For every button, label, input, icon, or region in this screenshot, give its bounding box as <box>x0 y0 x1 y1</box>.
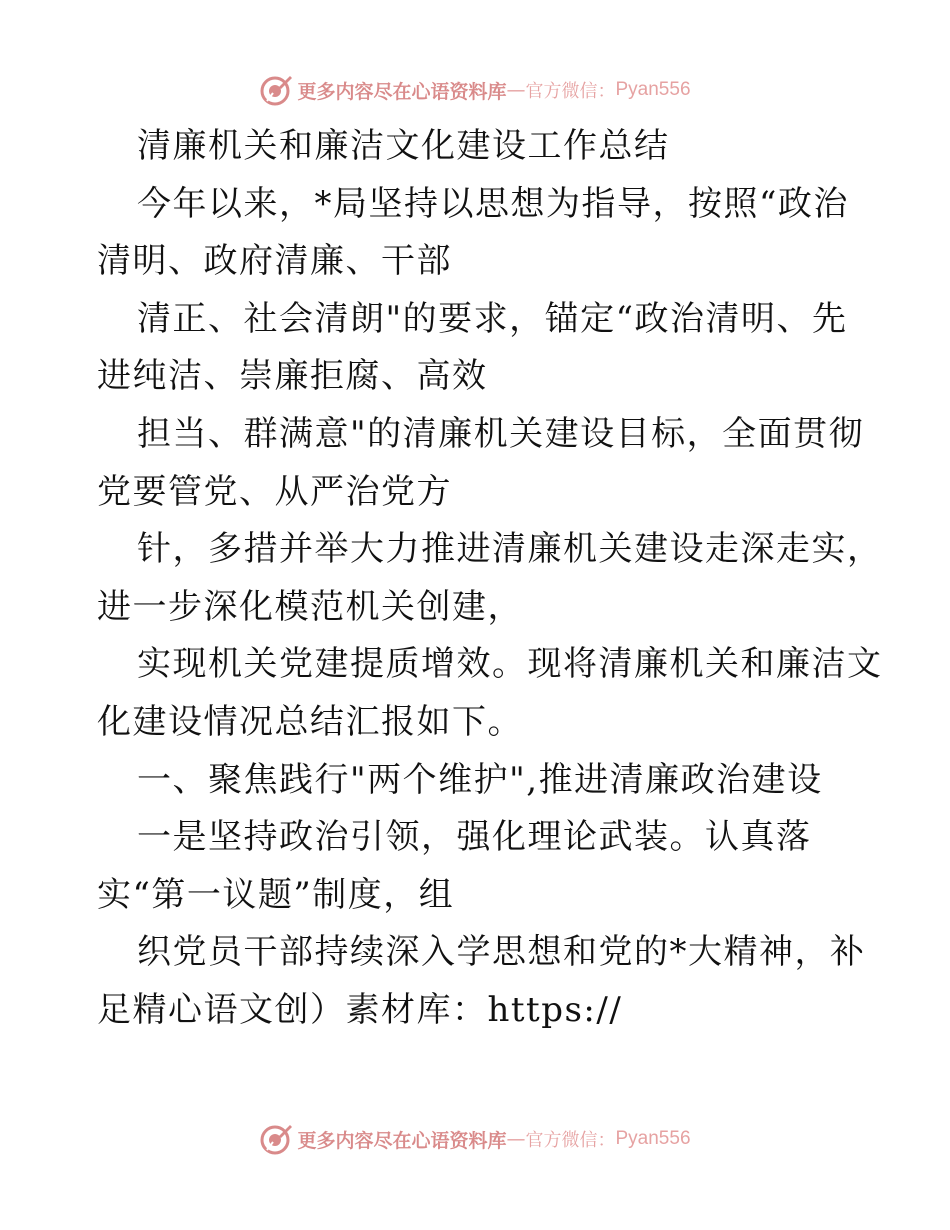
paragraph-line: 清正、社会清朗"的要求，锚定“政治清明、先 <box>137 298 848 339</box>
paragraph-line: 针，多措并举大力推进清廉机关建设走深走实， <box>137 529 883 570</box>
pen-logo-icon <box>259 1122 293 1156</box>
footer-banner <box>0 1121 950 1157</box>
paragraph-line: 化建设情况总结汇报如下。 <box>97 701 523 742</box>
pen-logo-icon <box>259 73 293 107</box>
paragraph-line: 今年以来，*局坚持以思想为指导，按照“政治 <box>137 183 849 224</box>
banner-wechat-id: Pyan556 <box>615 79 691 100</box>
paragraph-line: 实“第一议题”制度，组 <box>97 874 455 915</box>
banner-site-name: 更多内容尽在心语资料库 <box>297 80 507 103</box>
paragraph-line: 清明、政府清廉、干部 <box>97 241 452 282</box>
header-banner <box>0 72 950 108</box>
paragraph-line: 担当、群满意"的清廉机关建设目标，全面贯彻 <box>137 413 865 454</box>
banner-site-name: 更多内容尽在心语资料库 <box>297 1129 507 1152</box>
paragraph-line: 进纯洁、崇廉拒腐、高效 <box>97 356 488 397</box>
banner-separator: — <box>506 79 526 101</box>
banner-wechat-id: Pyan556 <box>615 1128 691 1149</box>
document-body <box>97 118 883 1040</box>
banner-wechat-label: 官方微信： <box>525 81 616 102</box>
document-title: 清廉机关和廉洁文化建设工作总结 <box>137 126 670 166</box>
paragraph-line: 进一步深化模范机关创建， <box>97 586 523 627</box>
paragraph-line: 足精心语文创）素材库：https:// <box>97 989 623 1030</box>
paragraph-line: 织党员干部持续深入学思想和党的*大精神，补 <box>137 932 866 973</box>
paragraph-line: 一是坚持政治引领，强化理论武装。认真落 <box>137 817 812 858</box>
paragraph-line: 党要管党、从严治党方 <box>97 471 452 512</box>
banner-separator: — <box>506 1128 526 1150</box>
section-heading: 一、聚焦践行"两个维护",推进清廉政治建设 <box>137 759 823 800</box>
banner-wechat-label: 官方微信： <box>525 1130 616 1151</box>
paragraph-line: 实现机关党建提质增效。现将清廉机关和廉洁文 <box>137 644 883 685</box>
